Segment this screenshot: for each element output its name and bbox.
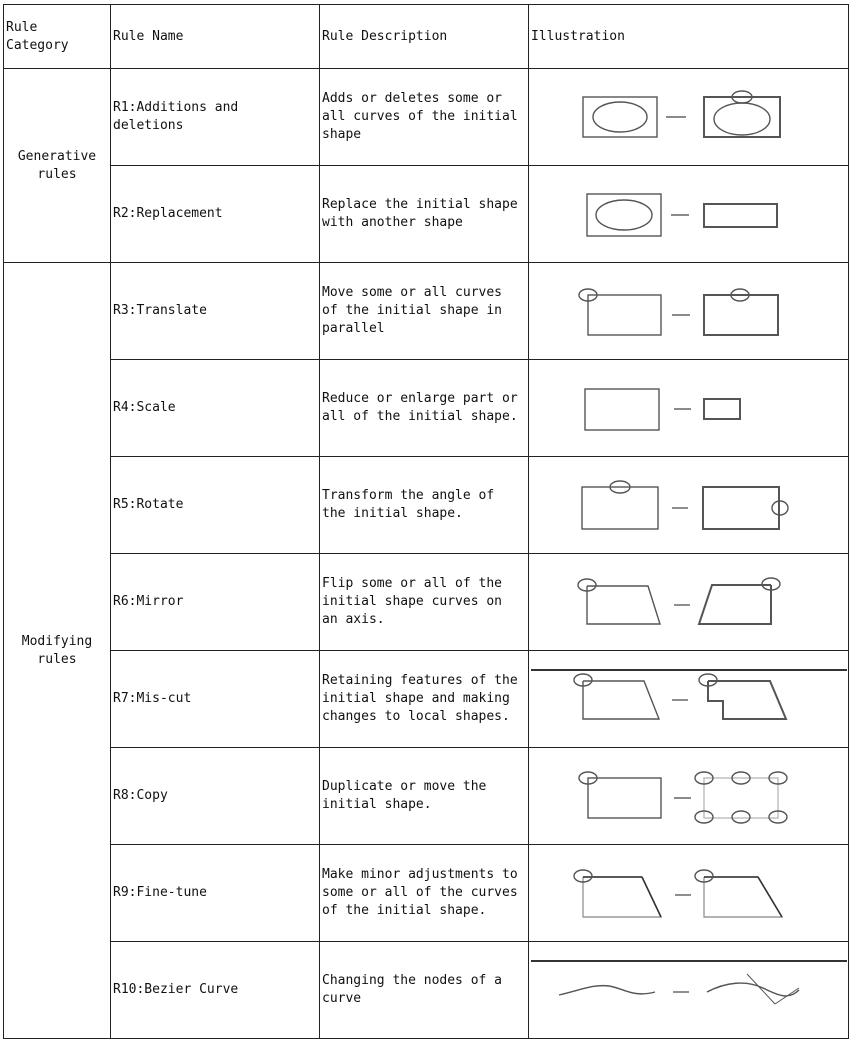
illustration-r8-svg bbox=[531, 766, 847, 826]
header-rule-description: Rule Description bbox=[320, 5, 529, 69]
rule-name: R9:Fine-tune bbox=[111, 845, 320, 942]
rule-description: Move some or all curves of the initial shape in parallel bbox=[320, 263, 529, 360]
illustration-r4 bbox=[529, 360, 849, 457]
illustration-r3 bbox=[529, 263, 849, 360]
rule-name: R10:Bezier Curve bbox=[111, 942, 320, 1039]
illustration-r9-svg bbox=[531, 863, 847, 923]
rule-description: Adds or deletes some or all curves of the initial shape bbox=[320, 69, 529, 166]
illustration-r5 bbox=[529, 457, 849, 554]
illustration-r8 bbox=[529, 748, 849, 845]
rule-name: R1:Additions and deletions bbox=[111, 69, 320, 166]
header-row bbox=[4, 5, 849, 69]
rules-table bbox=[3, 4, 849, 1039]
rule-name: R2:Replacement bbox=[111, 166, 320, 263]
rule-description: Make minor adjustments to some or all of the curves of the initial shape. bbox=[320, 845, 529, 942]
rule-name: R4:Scale bbox=[111, 360, 320, 457]
rule-name: R3:Translate bbox=[111, 263, 320, 360]
table-row bbox=[4, 166, 849, 263]
illustration-r10 bbox=[529, 942, 849, 1039]
illustration-r7-svg bbox=[531, 669, 847, 729]
rule-name: R7:Mis-cut bbox=[111, 651, 320, 748]
category-generative: Generative rules bbox=[4, 69, 111, 263]
header-rule-name: Rule Name bbox=[111, 5, 320, 69]
illustration-r3-svg bbox=[531, 281, 847, 341]
illustration-r2 bbox=[529, 166, 849, 263]
rule-description: Replace the initial shape with another shape bbox=[320, 166, 529, 263]
illustration-r1-svg bbox=[531, 87, 847, 147]
rule-name: R8:Copy bbox=[111, 748, 320, 845]
rule-description: Flip some or all of the initial shape curves on an axis. bbox=[320, 554, 529, 651]
rule-name: R5:Rotate bbox=[111, 457, 320, 554]
illustration-r4-svg bbox=[531, 378, 847, 438]
table-row bbox=[4, 748, 849, 845]
illustration-r6-svg bbox=[531, 572, 847, 632]
rule-description: Reduce or enlarge part or all of the initial shape. bbox=[320, 360, 529, 457]
table-row bbox=[4, 845, 849, 942]
rule-description: Retaining features of the initial shape and making changes to local shapes. bbox=[320, 651, 529, 748]
illustration-r6 bbox=[529, 554, 849, 651]
rule-description: Changing the nodes of a curve bbox=[320, 942, 529, 1039]
rule-description: Duplicate or move the initial shape. bbox=[320, 748, 529, 845]
category-modifying: Modifying rules bbox=[4, 263, 111, 1039]
table-row bbox=[4, 554, 849, 651]
illustration-r10-svg bbox=[531, 960, 847, 1020]
rule-description: Transform the angle of the initial shape. bbox=[320, 457, 529, 554]
illustration-r2-svg bbox=[531, 184, 847, 244]
illustration-r9 bbox=[529, 845, 849, 942]
table-row bbox=[4, 457, 849, 554]
table-row bbox=[4, 69, 849, 166]
illustration-r5-svg bbox=[531, 475, 847, 535]
illustration-r1 bbox=[529, 69, 849, 166]
header-category: Rule Category bbox=[4, 5, 111, 69]
header-illustration: Illustration bbox=[529, 5, 849, 69]
table-row bbox=[4, 651, 849, 748]
illustration-r7 bbox=[529, 651, 849, 748]
rule-name: R6:Mirror bbox=[111, 554, 320, 651]
table-row bbox=[4, 360, 849, 457]
table-row bbox=[4, 263, 849, 360]
table-row bbox=[4, 942, 849, 1039]
